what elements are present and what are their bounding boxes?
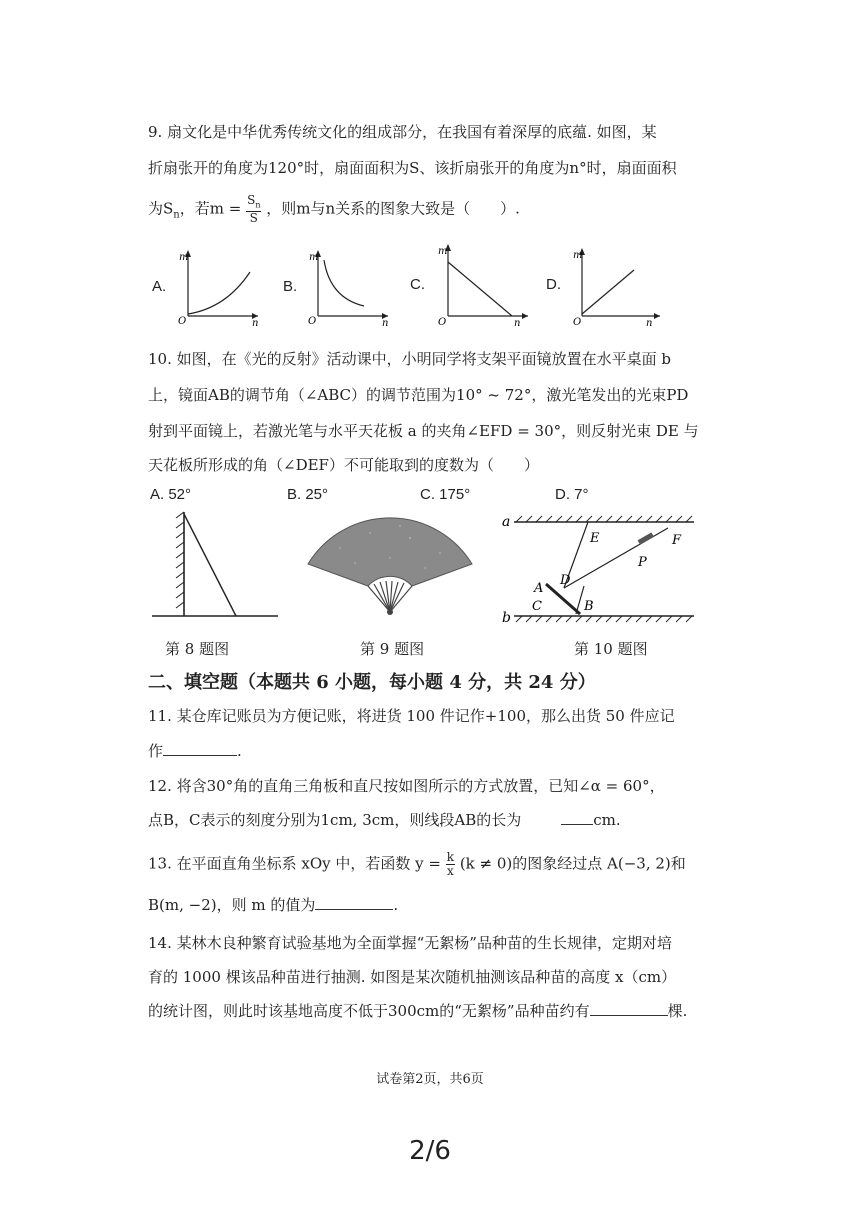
svg-text:n: n bbox=[382, 318, 389, 326]
q14-line-3: 的统计图，则此时该基地高度不低于300cm的“无絮杨”品种苗约有 棵. bbox=[148, 1002, 688, 1020]
q10-line-3: 射到平面镜上，若激光笔与水平天花板 a 的夹角∠EFD = 30°，则反射光束 DE 与 bbox=[148, 422, 699, 440]
q9-option-c-label: C. bbox=[410, 276, 425, 293]
q14-line-1: 14. 某林木良种繁育试验基地为全面掌握“无絮杨”品种苗的生长规律，定期对培 bbox=[148, 934, 672, 952]
q14-answer-blank[interactable] bbox=[590, 1001, 668, 1016]
q10-option-a: A. 52° bbox=[150, 486, 192, 503]
figure-8 bbox=[148, 508, 282, 620]
q9-line-2: 折扇张开的角度为120°时，扇面面积为S、该折扇张开的角度为n°时，扇面面积 bbox=[148, 159, 677, 177]
caption-fig-10: 第 10 题图 bbox=[574, 640, 648, 658]
q9-graph-a bbox=[176, 246, 266, 326]
q10-line-1: 10. 如图，在《光的反射》活动课中，小明同学将支架平面镜放置在水平桌面 b bbox=[148, 350, 671, 368]
q9-option-d-label: D. bbox=[546, 276, 561, 293]
q11-line-1: 11. 某仓库记账员为方便记账，将进货 100 件记作+100，那么出货 50 件应记 bbox=[148, 707, 675, 725]
q9-line-3: 为$S_n$，若m = $\frac{S_n}{S}$ ，则m与n关系的图象大致是（ ）. bbox=[148, 193, 520, 226]
q9-option-b-label: B. bbox=[283, 278, 298, 295]
svg-text:O: O bbox=[438, 317, 447, 326]
figure-9-fan bbox=[300, 508, 480, 618]
q9-graph-c bbox=[434, 240, 534, 326]
q13-line-2: B(m, −2)，则 m 的值为 . bbox=[148, 896, 399, 914]
q10-line-4: 天花板所形成的角（∠DEF）不可能取到的度数为（ ） bbox=[148, 456, 539, 474]
svg-text:D: D bbox=[560, 573, 571, 588]
svg-text:m: m bbox=[438, 246, 448, 257]
q10-option-d: D. 7° bbox=[555, 486, 589, 503]
svg-text:O: O bbox=[308, 316, 317, 326]
q14-line-2: 育的 1000 棵该品种苗进行抽测. 如图是某次随机抽测该品种苗的高度 x（cm） bbox=[148, 968, 677, 986]
svg-text:m: m bbox=[573, 250, 583, 261]
q13-fraction: $\frac{k}{x}$ bbox=[446, 850, 455, 878]
svg-text:n: n bbox=[514, 318, 521, 326]
q12-line-1: 12. 将含30°角的直角三角板和直尺按如图所示的方式放置，已知∠α = 60°， bbox=[148, 777, 665, 795]
q9-option-a-label: A. bbox=[152, 278, 167, 295]
caption-fig-9: 第 9 题图 bbox=[360, 640, 425, 658]
svg-text:O: O bbox=[573, 317, 582, 326]
section-heading: 二、填空题（本题共 6 小题，每小题 4 分，共 24 分） bbox=[148, 672, 596, 693]
q12-line-2: 点B，C表示的刻度分别为1cm, 3cm，则线段AB的长为 cm. bbox=[148, 811, 621, 829]
q9-line-1: 9. 扇文化是中华优秀传统文化的组成部分，在我国有着深厚的底蕴. 如图，某 bbox=[148, 123, 657, 141]
q9-graph-b bbox=[306, 246, 396, 326]
svg-text:m: m bbox=[179, 252, 189, 263]
svg-text:E: E bbox=[590, 531, 600, 546]
svg-text:C: C bbox=[532, 599, 542, 614]
q10-option-b: B. 25° bbox=[287, 486, 329, 503]
q10-option-c: C. 175° bbox=[420, 486, 471, 503]
svg-text:n: n bbox=[646, 318, 653, 326]
svg-text:a: a bbox=[502, 514, 511, 530]
q13-line-1: 13. 在平面直角坐标系 xOy 中，若函数 y = $\frac{k}{x}$ (k ≠ 0)的图象经过点 A(−3, 2)和 bbox=[148, 850, 686, 878]
q13-answer-blank[interactable] bbox=[315, 895, 393, 910]
caption-fig-8: 第 8 题图 bbox=[165, 640, 230, 658]
page-footer: 试卷第2页，共6页 bbox=[376, 1072, 484, 1087]
q9-fraction: $\frac{S_n}{S}$ bbox=[247, 193, 261, 226]
q12-answer-blank[interactable] bbox=[561, 810, 593, 825]
q9-graph-d bbox=[570, 244, 666, 326]
svg-text:n: n bbox=[252, 318, 259, 326]
svg-text:F: F bbox=[672, 533, 682, 548]
svg-text:m: m bbox=[309, 252, 319, 263]
figure-10 bbox=[498, 512, 698, 624]
svg-text:P: P bbox=[638, 555, 647, 570]
page-indicator: 2/6 bbox=[409, 1136, 451, 1166]
svg-text:O: O bbox=[178, 316, 187, 326]
q11-answer-blank[interactable] bbox=[163, 741, 237, 756]
q10-line-2: 上，镜面AB的调节角（∠ABC）的调节范围为10° ~ 72°，激光笔发出的光束PD bbox=[148, 386, 689, 404]
svg-text:A: A bbox=[534, 581, 544, 596]
svg-text:B: B bbox=[584, 599, 594, 614]
svg-text:b: b bbox=[502, 610, 511, 624]
q11-line-2: 作 . bbox=[148, 742, 242, 760]
